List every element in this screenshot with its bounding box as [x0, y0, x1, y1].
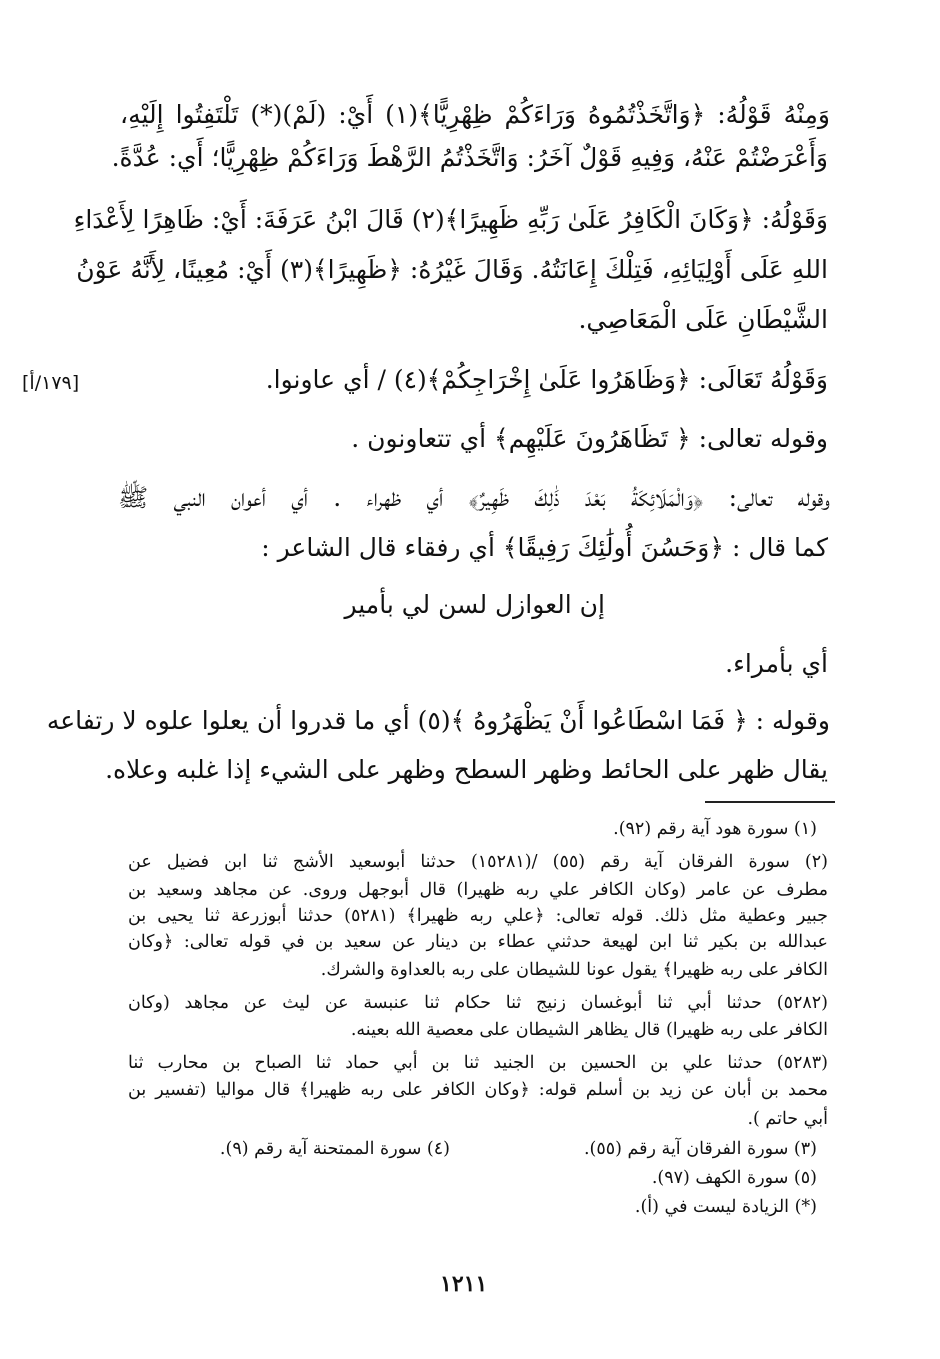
footnote-2-line-9: محمد بن أبان عن زيد بن أسلم قوله: ﴿وكان الكافر على ربه ظهيرا﴾ قال مواليا (تفسير بن — [128, 1080, 828, 1100]
footnote-5: (٥) سورة الكهف (٩٧). — [651, 1168, 817, 1188]
body-line-6: وَقَوْلُهُ تَعَالَى: ﴿وَظَاهَرُوا عَلَىٰ إِخْرَاجِكُمْ﴾(٤) / أي عاونوا. — [265, 365, 828, 394]
body-line-2: وَأَعْرَضْتُمْ عَنْهُ، وَفِيهِ قَوْلٌ آخَرُ: وَاتَّخَذْتُمُ الرَّهْطَ وَرَاءَكُمْ ظِهْرِيًّا؛ أَي: عُدَّةً. — [111, 143, 828, 172]
body-line-9: كما قال : ﴿وَحَسُنَ أُولَٰئِكَ رَفِيقًا﴾ أي رفقاء قال الشاعر : — [261, 533, 828, 562]
footnote-1: (١) سورة هود آية رقم (٩٢). — [613, 819, 817, 839]
body-line-11: وقوله : ﴿ فَمَا اسْطَاعُوا أَنْ يَظْهَرُوهُ ﴾(٥) أي ما قدروا أن يعلوا علوه لا رتفاعه — [46, 706, 830, 735]
body-line-8: وقوله تعالى: ﴿وَالْمَلَائِكَةُ بَعْدَ ذَٰلِكَ ظَهِيرٌ﴾ أي ظهراء . أي أعوان النبي ﷺ — [118, 483, 830, 512]
footnote-2-line-6: (٥٢٨٢) حدثنا أبي ثنا أبوغسان زنيج ثنا حكام ثنا عنبسة عن ليث عن مجاهد (وكان — [128, 993, 828, 1013]
footnote-2-line-1: (٢) سورة الفرقان آية رقم (٥٥) /(١٥٢٨١) حدثنا أبوسعيد الأشج ثنا ابن فضيل عن — [128, 852, 828, 872]
footnote-2-line-5: الكافر على ربه ظهيرا﴾ يقول عونا للشيطان على ربه بالعداوة والشرك. — [320, 960, 828, 980]
body-line-5: الشَّيْطَانِ عَلَى الْمَعَاصِي. — [578, 305, 828, 334]
body-line-4: اللهِ عَلَى أَوْلِيَائِهِ، فَتِلْكَ إِعَانَتُهُ. وَقَالَ غَيْرُهُ: ﴿ظَهِيرًا﴾(٣) أَيْ: مُعِينًا، لِأَنَّهُ عَوْنُ — [76, 255, 828, 284]
body-line-7: وقوله تعالى: ﴿ تَظَاهَرُونَ عَلَيْهِم﴾ أي تتعاونون . — [351, 424, 828, 453]
body-line-10: أي بأمراء. — [725, 649, 828, 678]
footnote-2-line-10: أبي حاتم ). — [747, 1109, 828, 1129]
poetry-verse: إن العوازل لسن لي بأمير — [344, 590, 605, 619]
body-line-1: وَمِنْهُ قَوْلُهُ: ﴿وَاتَّخَذْتُمُوهُ وَرَاءَكُمْ ظِهْرِيًّا﴾(١) أَيْ: (لَمْ)(*) تَلْتَفِتُوا إِلَيْهِ، — [120, 100, 830, 129]
footnote-2-line-7: الكافر على ربه ظهيرا) قال يظاهر الشيطان على معصية الله بعينه. — [350, 1020, 828, 1040]
page-number: ١٢١١ — [440, 1271, 488, 1297]
footnote-2-line-3: جبير وعطية مثل ذلك. قوله تعالى: ﴿علي ربه ظهيرا﴾ (٥٢٨١) حدثنا أبوزرعة ثنا يحيى بن — [128, 906, 828, 926]
folio-marker: [١٧٩/أ] — [22, 372, 80, 394]
footnote-3: (٣) سورة الفرقان آية رقم (٥٥). — [583, 1139, 817, 1159]
footnote-2-line-2: مطرف عن عامر (وكان الكافر علي ربه ظهيرا) قال أبوجهل وروى. عن مجاهد وسعيد بن — [128, 880, 828, 900]
body-line-12: يقال ظهر على الحائط وظهر السطح وظهر على الشيء إذا غلبه وعلاه. — [105, 755, 828, 784]
footnote-4: (٤) سورة الممتحنة آية رقم (٩). — [219, 1139, 450, 1159]
body-line-3: وَقَوْلُهُ: ﴿وَكَانَ الْكَافِرُ عَلَىٰ رَبِّهِ ظَهِيرًا﴾(٢) قَالَ ابْنُ عَرَفَةَ: أَيْ: ظَاهِرًا لِأَعْدَاءِ — [73, 205, 828, 234]
footnote-separator — [705, 801, 835, 803]
footnote-2-line-8: (٥٢٨٣) حدثنا علي بن الحسين بن الجنيد ثنا بن أبي حماد ثنا الصباح بن محارب ثنا — [128, 1053, 828, 1073]
footnote-asterisk: (*) الزيادة ليست في (أ). — [634, 1197, 817, 1217]
footnote-2-line-4: عبدالله بن بكير ثنا ابن لهيعة حدثني عطاء بن دينار عن سعيد بن في قوله تعالى: ﴿وكان — [128, 932, 828, 952]
